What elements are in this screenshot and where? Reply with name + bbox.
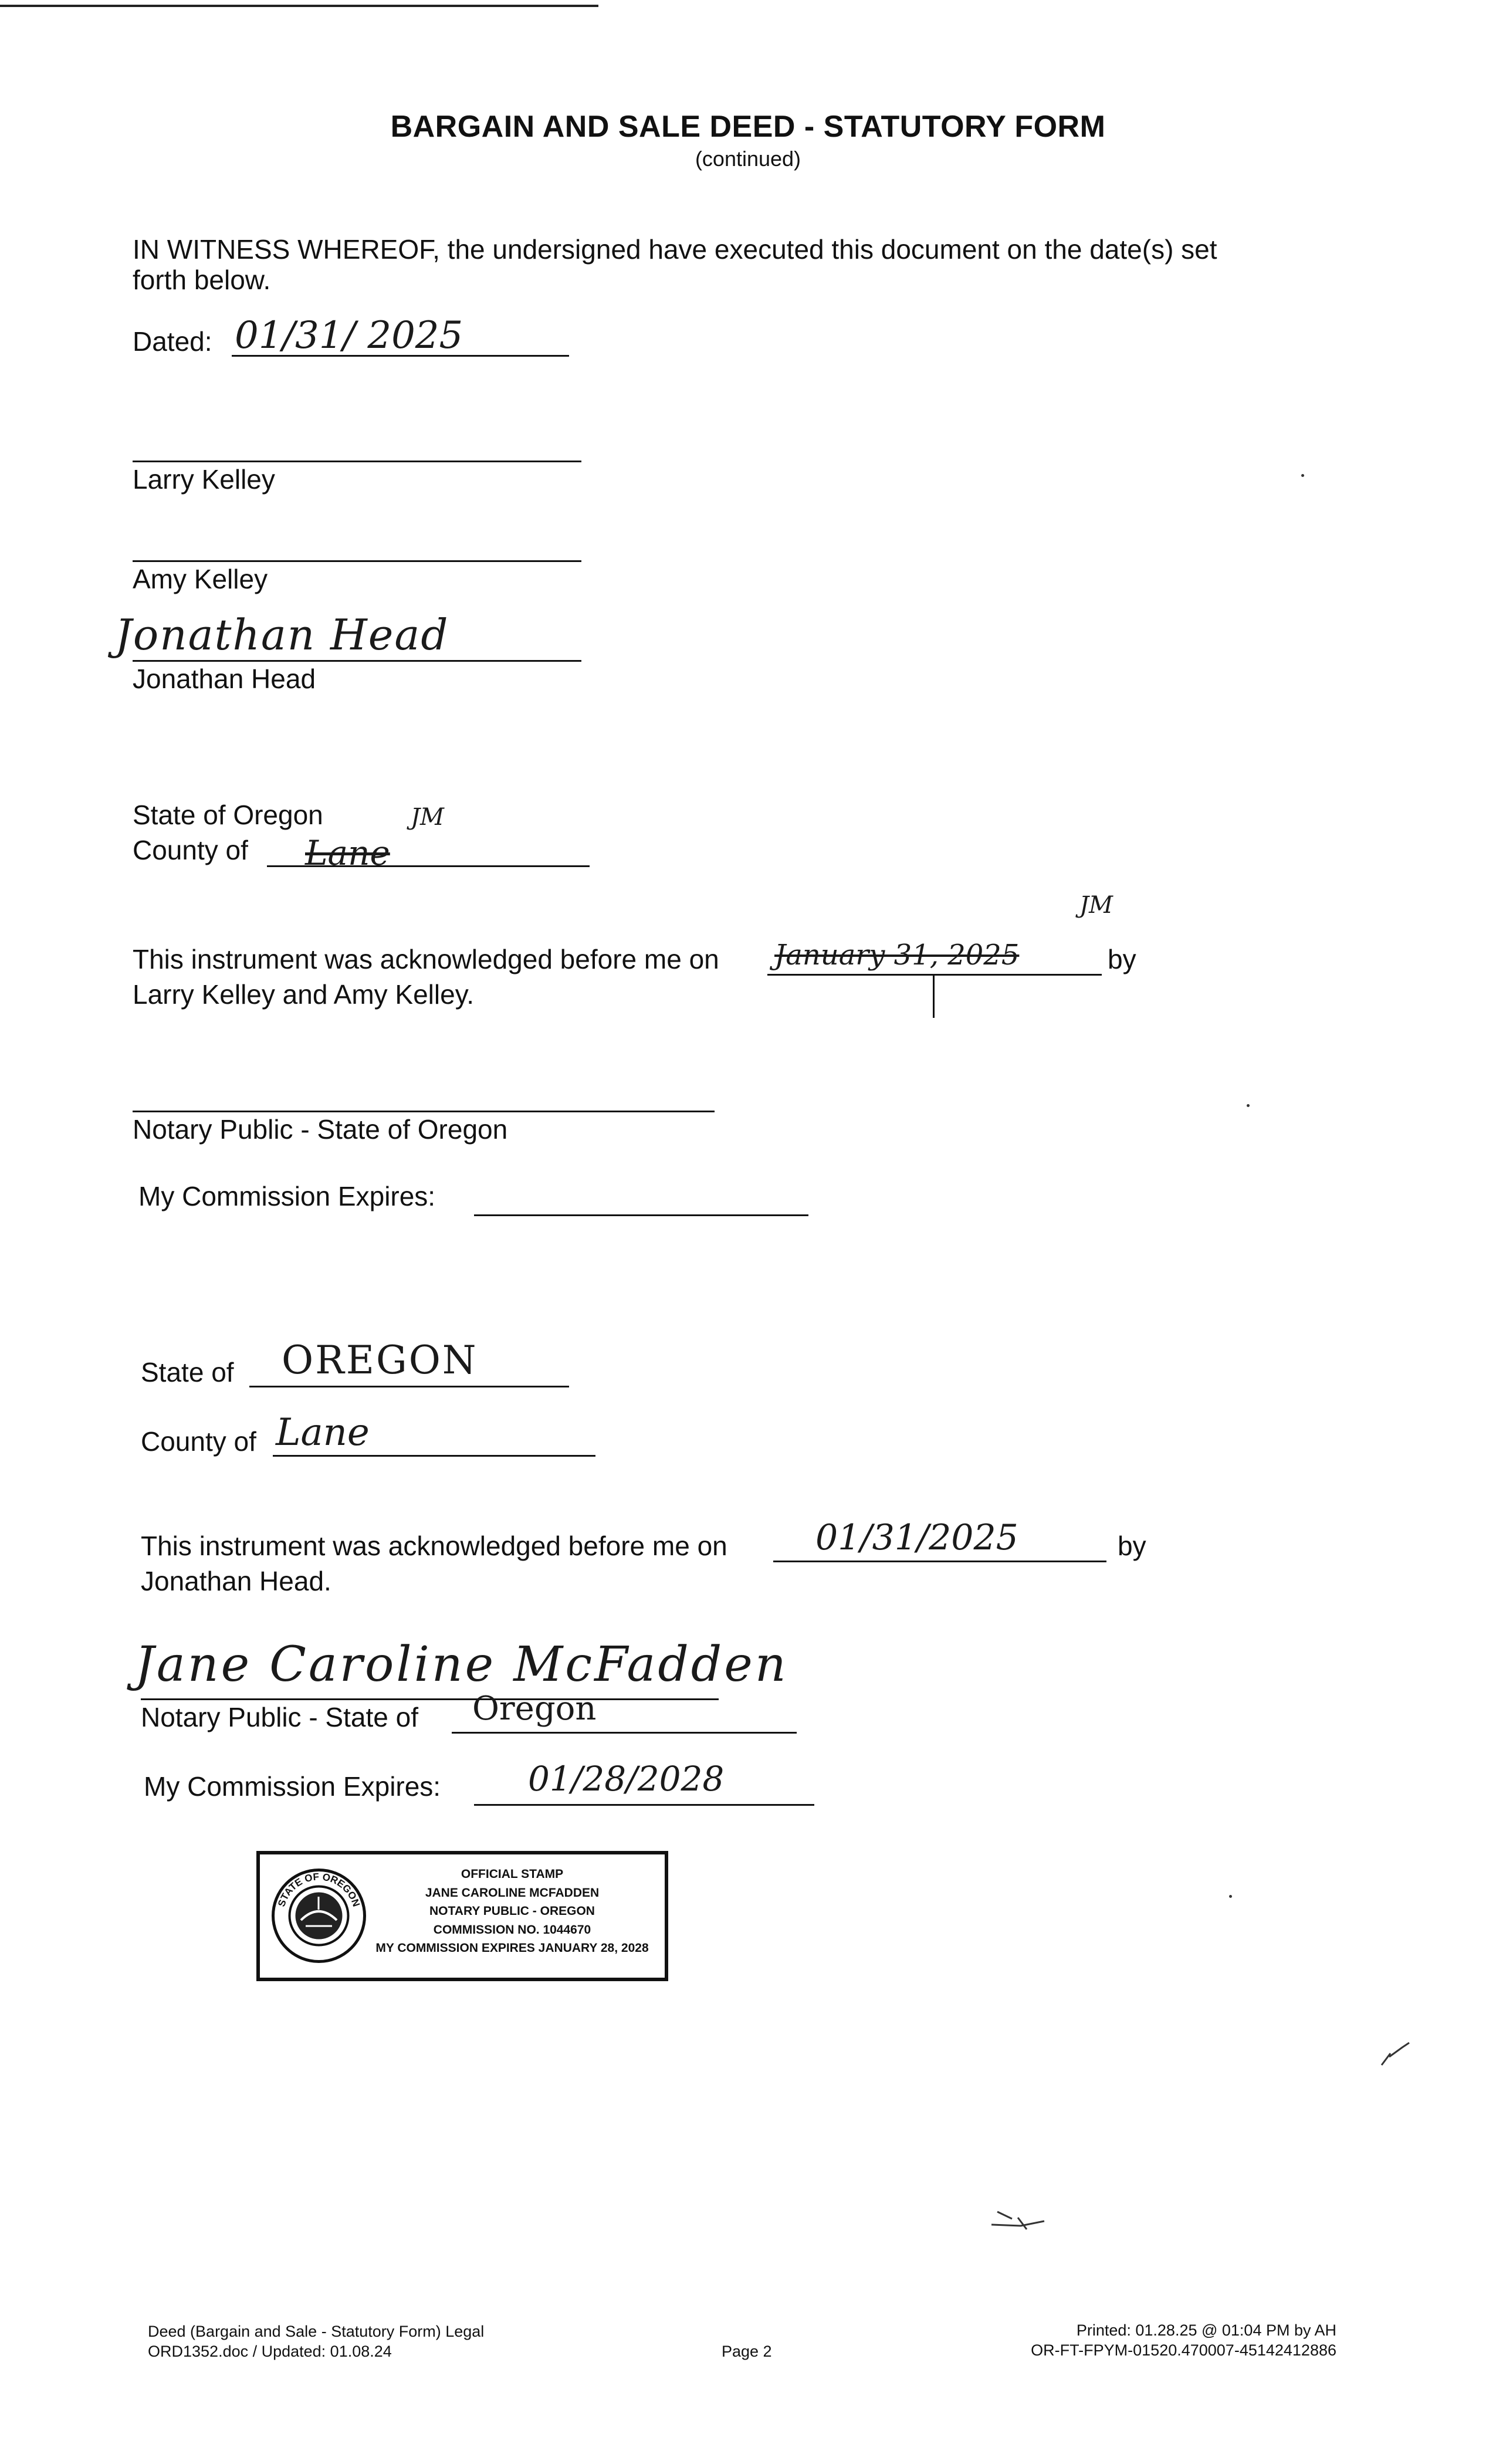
ack1-state-label: State of Oregon [133,800,323,830]
ack2-notary-label: Notary Public - State of [141,1702,418,1732]
stamp-line-name: JANE CAROLINE MCFADDEN [425,1886,600,1900]
signature-line-jonathan [133,660,581,662]
stamp-line-commission: COMMISSION NO. 1044670 [433,1923,591,1937]
footer-doc-id: ORD1352.doc / Updated: 01.08.24 [148,2342,392,2360]
ack1-notary-signature-line [133,1111,715,1112]
ack1-date-initials: JM [1079,892,1113,919]
ack2-by: by [1118,1531,1146,1561]
dated-label: Dated: [133,326,212,357]
ack2-notary-signature: Jane Caroline McFadden [135,1637,788,1693]
signature-line-amy [133,560,581,562]
oregon-seal-icon [270,1867,367,1964]
stamp-line-notary: NOTARY PUBLIC - OREGON [429,1904,595,1918]
footer-printed: Printed: 01.28.25 @ 01:04 PM by AH [1076,2321,1336,2339]
document-title: BARGAIN AND SALE DEED - STATUTORY FORM [390,110,1106,144]
ack2-statement: This instrument was acknowledged before me on [141,1531,727,1561]
ack1-county-value: Lane [305,833,390,873]
witness-line-1: IN WITNESS WHEREOF, the undersigned have executed this document on the date(s) set [133,234,1217,265]
ack1-statement: This instrument was acknowledged before me on [133,944,719,974]
official-notary-stamp [256,1851,668,1981]
scan-mark [986,2206,1050,2235]
dated-handwritten-value: 01/31/ 2025 [235,314,463,357]
ack2-commission-line [474,1804,814,1806]
ack2-notary-state-line [452,1732,797,1734]
scan-speck [1301,474,1304,477]
footer-left [148,2322,484,2362]
ack2-county-value: Lane [276,1411,370,1454]
ack2-statement-line2: Jonathan Head. [141,1566,331,1596]
ack2-state-label: State of [141,1357,234,1387]
seal-arc-text: STATE OF OREGON [276,1871,362,1908]
scan-speck [1229,1895,1232,1898]
ack2-county-label: County of [141,1426,256,1457]
signer-name-amy: Amy Kelley [133,564,268,594]
ack2-county-line [273,1455,595,1457]
ack2-state-line [249,1386,569,1387]
scan-edge-line [0,5,598,7]
ack2-commission-value: 01/28/2028 [528,1759,725,1799]
ack1-statement-line2: Larry Kelley and Amy Kelley. [133,979,475,1010]
ack1-county-label: County of [133,835,248,865]
footer-order-id: OR-FT-FPYM-01520.470007-45142412886 [1031,2341,1336,2359]
ack1-commission-label: My Commission Expires: [138,1181,436,1211]
ack1-by: by [1108,944,1136,974]
witness-line-2: forth below. [133,265,271,295]
stamp-line-expires: MY COMMISSION EXPIRES JANUARY 28, 2028 [375,1941,649,1955]
signer-name-larry: Larry Kelley [133,464,275,495]
signature-jonathan: Jonathan Head [115,610,449,659]
footer-right [1031,2321,1336,2361]
stamp-line-official: OFFICIAL STAMP [461,1867,564,1881]
ack2-notary-state-value: Oregon [472,1690,597,1728]
scan-speck [1247,1104,1250,1107]
signer-name-jonathan: Jonathan Head [133,664,316,694]
ack1-date-tick [933,974,935,1018]
ack1-notary-label: Notary Public - State of Oregon [133,1114,508,1145]
signature-line-larry [133,461,581,462]
ack1-commission-line [474,1214,808,1216]
footer-page-number: Page 2 [722,2343,772,2360]
scan-mark [1379,2036,1414,2071]
ack1-date-line [767,974,1102,976]
ack2-date-value: 01/31/2025 [815,1517,1018,1558]
ack2-notary-signature-line [141,1698,719,1700]
stamp-text-block [365,1865,659,1958]
document-subtitle: (continued) [695,147,801,171]
ack1-date-value: January 31, 2025 [774,939,1020,972]
footer-form-name: Deed (Bargain and Sale - Statutory Form) Legal [148,2323,485,2340]
ack2-commission-label: My Commission Expires: [144,1771,441,1802]
ack2-date-line [773,1561,1106,1562]
ack1-initials: JM [411,804,444,831]
ack2-state-value: OREGON [282,1338,478,1383]
